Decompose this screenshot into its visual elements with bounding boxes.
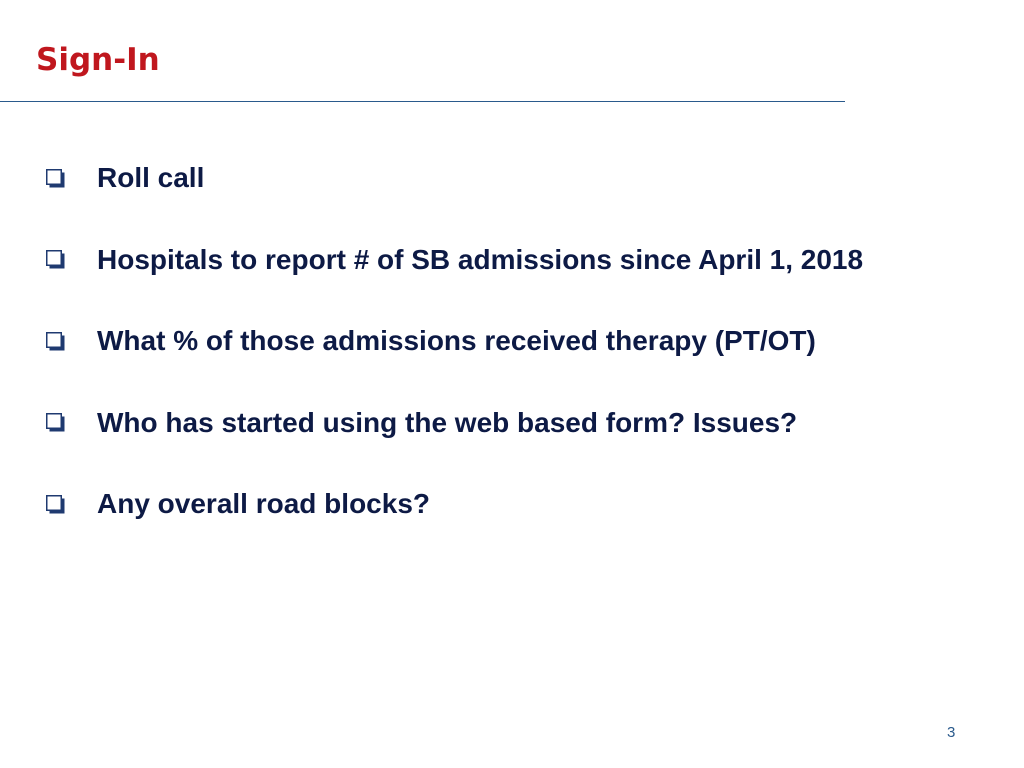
bullet-text: Any overall road blocks? bbox=[97, 488, 430, 519]
bullet-text: Roll call bbox=[97, 162, 205, 193]
list-item bbox=[46, 482, 863, 526]
bullet-text: Who has started using the web based form? Issues? bbox=[97, 406, 798, 438]
checkbox-icon bbox=[46, 250, 65, 269]
checkbox-icon bbox=[46, 169, 65, 188]
checkbox-icon bbox=[46, 495, 65, 514]
checkbox-icon bbox=[46, 332, 65, 351]
list-item bbox=[46, 156, 863, 200]
page-number: 3 bbox=[947, 724, 956, 741]
bullet-list bbox=[46, 156, 863, 564]
list-item bbox=[46, 401, 863, 445]
bullet-text: What % of those admissions received therapy (PT/OT) bbox=[97, 325, 816, 356]
slide-title: Sign-In bbox=[36, 42, 160, 78]
checkbox-icon bbox=[46, 413, 65, 432]
list-item bbox=[46, 319, 863, 363]
bullet-text: Hospitals to report # of SB admissions since April 1, 2018 bbox=[97, 243, 864, 275]
list-item bbox=[46, 238, 863, 282]
title-divider bbox=[0, 101, 845, 102]
